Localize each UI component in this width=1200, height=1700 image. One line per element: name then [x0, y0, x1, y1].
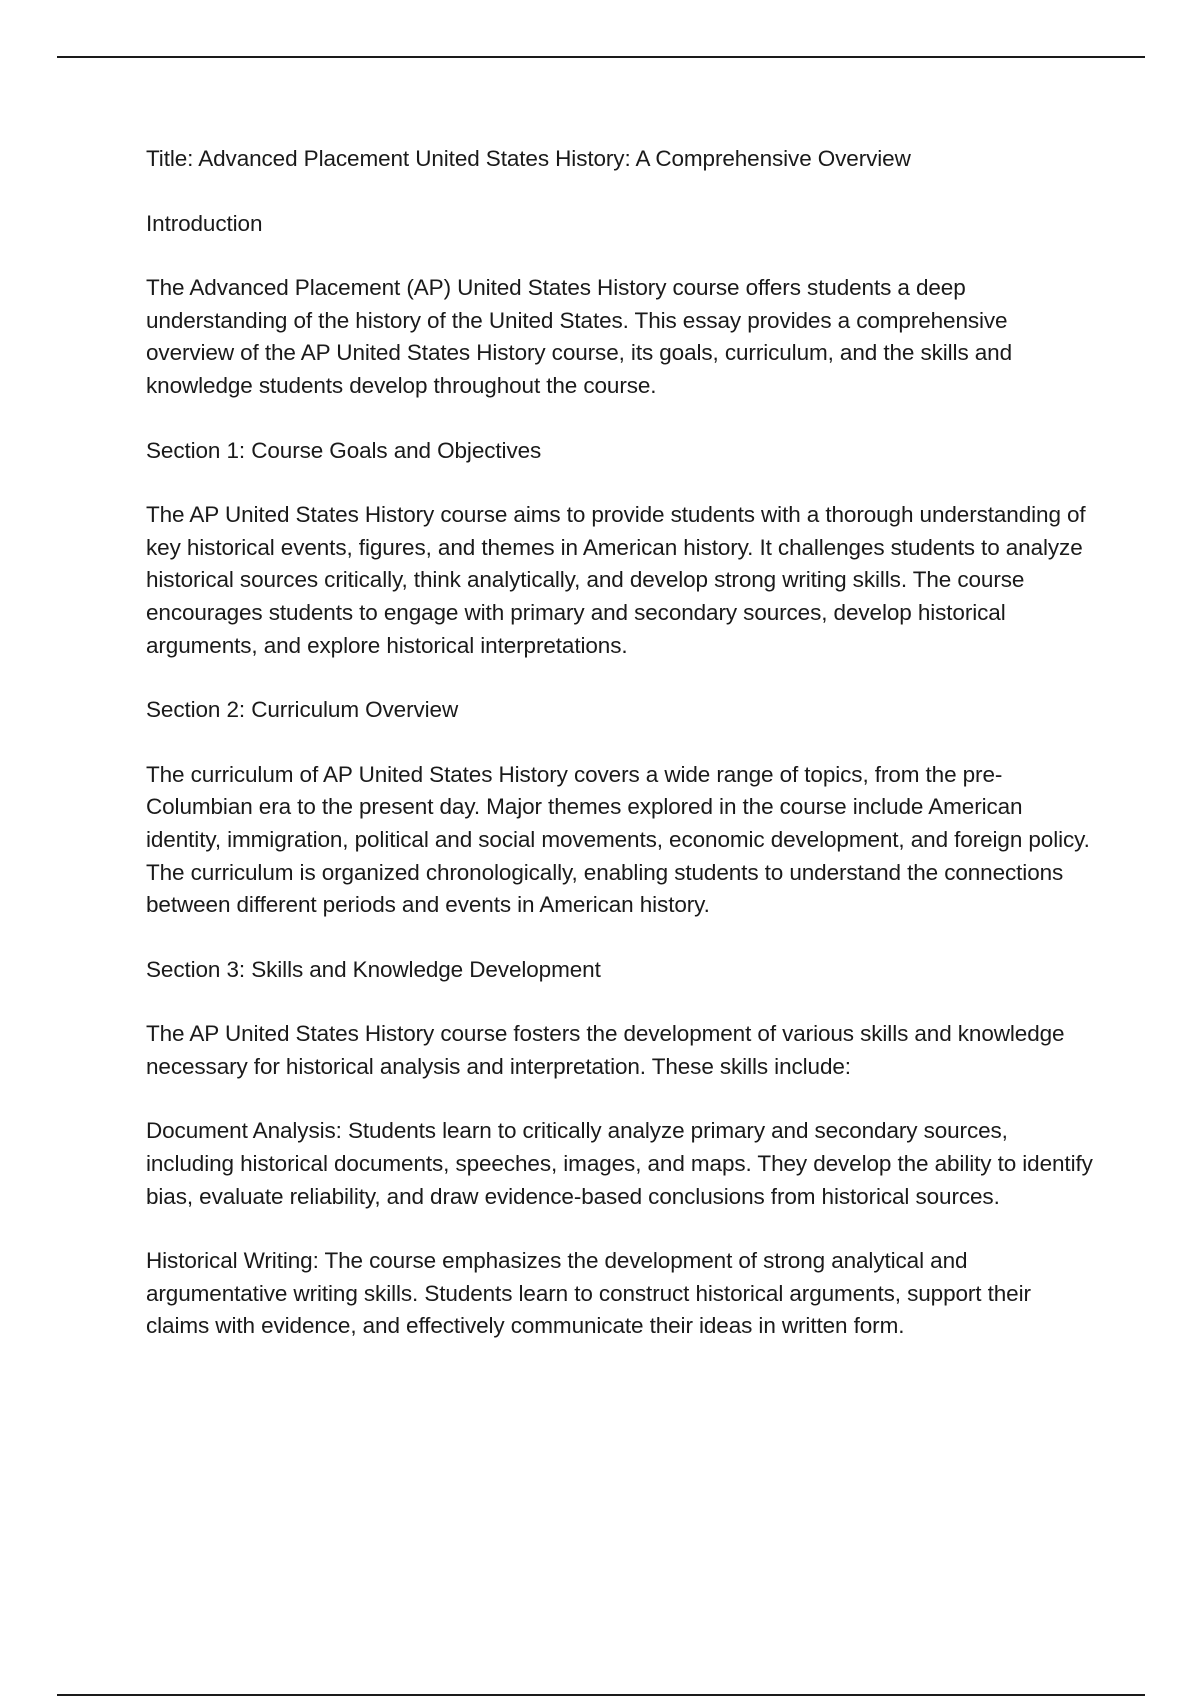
section-3-paragraph: The AP United States History course fosters the development of various skills and knowledge necessary for historical analysis and interpretation. These skills include:: [146, 1021, 1065, 1079]
document-title: Title: Advanced Placement United States History: A Comprehensive Overview: [146, 146, 911, 171]
document-body: [146, 143, 1096, 1375]
section-2-paragraph: The curriculum of AP United States History covers a wide range of topics, from the pre-Columbian era to the present day. Major themes explored in the course include American identity, immigration, political and social movements, economic development, and foreign policy. The curriculum is organized chronologically, enabling students to understand the connections between different periods and events in American history.: [146, 761, 1090, 918]
introduction-heading: Introduction: [146, 210, 263, 236]
section-1-paragraph: The AP United States History course aims to provide students with a thorough understanding of key historical events, figures, and themes in American history. It challenges students to analyze historical sources critically, think analytically, and develop strong writing skills. The course encourages students to engage with primary and secondary sources, develop historical arguments, and explore historical interpretations.: [146, 502, 1086, 658]
section-2-heading: Section 2: Curriculum Overview: [146, 697, 459, 723]
section-3-heading: Section 3: Skills and Knowledge Development: [146, 956, 601, 982]
introduction-paragraph: The Advanced Placement (AP) United States History course offers students a deep understanding of the history of the United States. This essay provides a comprehensive overview of the AP United States History course, its goals, curriculum, and the skills and knowledge students develop throughout the course.: [146, 275, 1012, 398]
skill-historical-writing: Historical Writing: The course emphasizes the development of strong analytical and argumentative writing skills. Students learn to construct historical arguments, support their claims with evidence, and effectively communicate their ideas in written form.: [146, 1248, 1031, 1339]
top-divider: [57, 56, 1145, 58]
section-1-heading: Section 1: Course Goals and Objectives: [146, 437, 542, 463]
bottom-divider: [57, 1694, 1145, 1696]
skill-document-analysis: Document Analysis: Students learn to critically analyze primary and secondary sources, including historical documents, speeches, images, and maps. They develop the ability to identify bias, evaluate reliability, and draw evidence-based conclusions from historical sources.: [146, 1118, 1093, 1209]
